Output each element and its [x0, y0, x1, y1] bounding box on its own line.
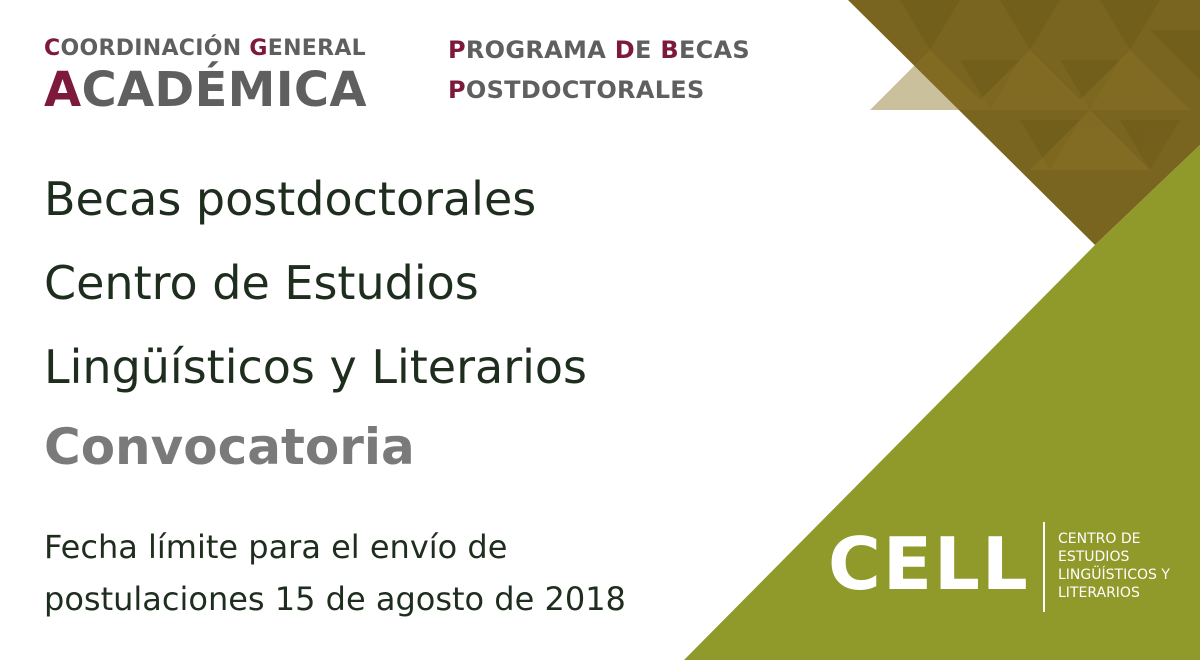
logo-subtitle-line: CENTRO DE: [1058, 531, 1141, 547]
program-name-line1: PROGRAMA DE BECAS: [448, 36, 751, 64]
title-line-3: Lingüísticos y Literarios: [44, 340, 587, 394]
subtitle-convocatoria: Convocatoria: [44, 418, 415, 476]
title-line-1: Becas postdoctorales: [44, 172, 537, 226]
program-name-line2: POSTDOCTORALES: [448, 76, 705, 104]
logo-divider: [1043, 522, 1045, 612]
deadline-line-2: postulaciones 15 de agosto de 2018: [44, 580, 626, 618]
cell-logo-acronym: CELL: [828, 522, 1030, 606]
org-name-line1: COORDINACIÓN GENERAL: [44, 36, 367, 61]
title-line-2: Centro de Estudios: [44, 256, 479, 310]
deadline-line-1: Fecha límite para el envío de: [44, 528, 508, 566]
logo-subtitle-line: ESTUDIOS: [1058, 549, 1130, 565]
logo-subtitle-line: LITERARIOS: [1058, 585, 1140, 601]
logo-subtitle-line: LINGÜÍSTICOS Y: [1058, 567, 1170, 583]
org-name-line2: ACADÉMICA: [44, 62, 367, 118]
